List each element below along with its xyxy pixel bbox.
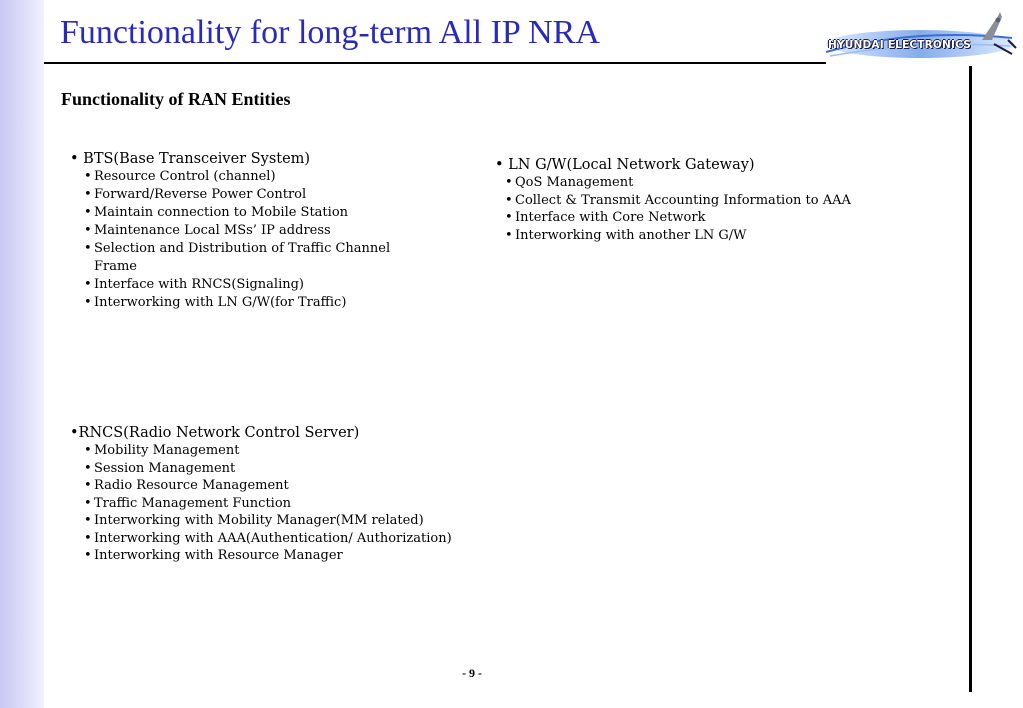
logo-text: HYUNDAI ELECTRONICS [828, 39, 971, 51]
rncs-heading: •RNCS(Radio Network Control Server) [70, 425, 360, 441]
list-item: • Mobility Management [84, 442, 490, 460]
list-item: • Session Management [84, 460, 490, 478]
bts-section [70, 150, 420, 312]
list-item: • Interworking with Resource Manager [84, 547, 490, 565]
list-item: • Radio Resource Management [84, 477, 490, 495]
list-item: • Selection and Distribution of Traffic Channel Frame [84, 240, 420, 276]
list-item: • Interworking with another LN G/W [505, 227, 915, 245]
list-item: • Interface with RNCS(Signaling) [84, 276, 420, 294]
right-vertical-rule [969, 66, 972, 692]
ln-gw-heading: • LN G/W(Local Network Gateway) [495, 157, 755, 173]
ln-gw-section [495, 156, 915, 244]
ln-gw-function-list [505, 174, 915, 244]
left-decorative-band [0, 0, 44, 708]
slide-title: Functionality for long-term All IP NRA [60, 14, 600, 51]
list-item: • QoS Management [505, 174, 915, 192]
page-number: - 9 - [462, 666, 482, 680]
rncs-function-list [84, 442, 490, 565]
list-item: • Traffic Management Function [84, 495, 490, 513]
list-item: • Interworking with AAA(Authentication/ Authorization) [84, 530, 490, 548]
list-item: • Maintain connection to Mobile Station [84, 204, 420, 222]
hyundai-electronics-logo [822, 10, 1018, 68]
rncs-section [70, 424, 490, 565]
bts-heading: • BTS(Base Transceiver System) [70, 151, 311, 167]
list-item: • Interface with Core Network [505, 209, 915, 227]
list-item: • Forward/Reverse Power Control [84, 186, 420, 204]
bts-function-list [84, 168, 420, 312]
list-item: • Maintenance Local MSs’ IP address [84, 222, 420, 240]
list-item: • Resource Control (channel) [84, 168, 420, 186]
title-divider [44, 62, 826, 64]
list-item: • Collect & Transmit Accounting Information to AAA [505, 192, 915, 210]
list-item: • Interworking with Mobility Manager(MM related) [84, 512, 490, 530]
list-item: • Interworking with LN G/W(for Traffic) [84, 294, 420, 312]
section-subtitle: Functionality of RAN Entities [61, 89, 291, 109]
